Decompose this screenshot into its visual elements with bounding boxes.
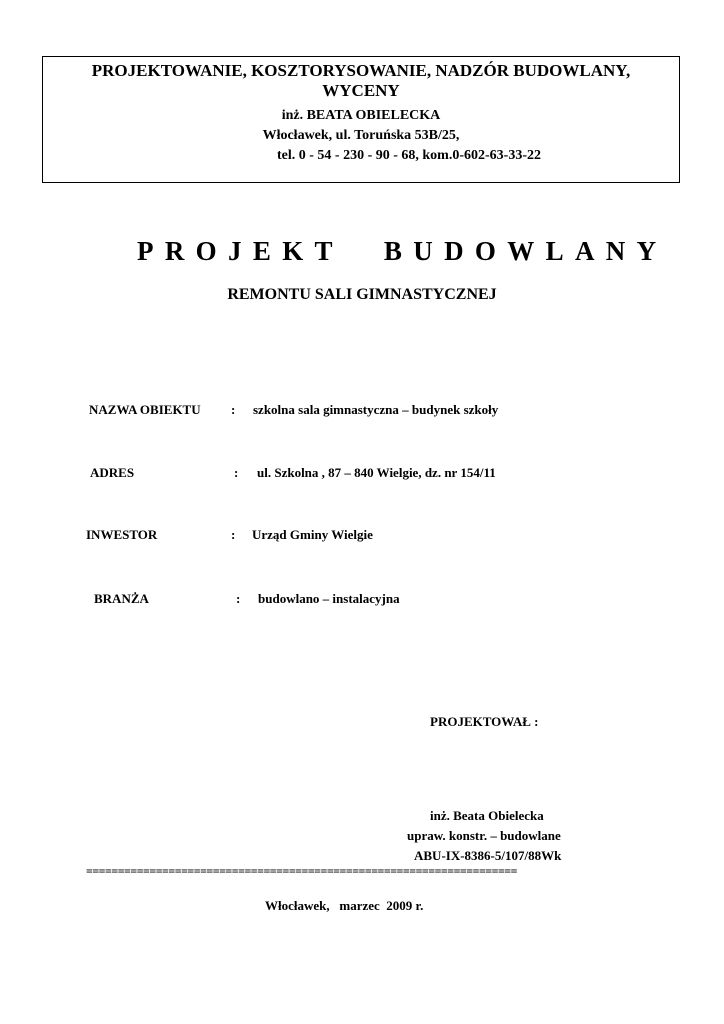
field-value: szkolna sala gimnastyczna – budynek szkoły: [253, 402, 499, 417]
company-address: Włocławek, ul. Toruńska 53B/25,: [262, 128, 460, 143]
designer-license: ABU-IX-8386-5/107/88Wk: [414, 848, 562, 863]
field-separator: :: [236, 591, 241, 606]
designer-name: inż. Beata Obielecka: [430, 808, 544, 823]
designer-qualification: upraw. konstr. – budowlane: [407, 828, 561, 843]
field-label: INWESTOR: [86, 527, 158, 542]
company-header-box: [42, 56, 680, 183]
field-label: NAZWA OBIEKTU: [89, 402, 201, 417]
field-separator: :: [234, 465, 239, 480]
divider-line: ====================================================================: [86, 864, 517, 878]
title-word-1: PROJEKT: [137, 236, 344, 266]
document-title: [137, 236, 668, 267]
field-value: ul. Szkolna , 87 – 840 Wielgie, dz. nr 154/11: [257, 465, 496, 480]
designer-heading: PROJEKTOWAŁ :: [430, 714, 539, 729]
field-value: budowlano – instalacyjna: [258, 591, 400, 606]
field-value: Urząd Gminy Wielgie: [252, 527, 373, 542]
field-label: BRANŻA: [94, 591, 149, 606]
company-phone: tel. 0 - 54 - 230 - 90 - 68, kom.0-602-63-33-22: [276, 148, 541, 163]
field-separator: :: [231, 402, 236, 417]
document-subtitle: REMONTU SALI GIMNASTYCZNEJ: [227, 286, 497, 303]
field-separator: :: [231, 527, 236, 542]
company-services: PROJEKTOWANIE, KOSZTORYSOWANIE, NADZÓR BUDOWLANY,: [91, 61, 631, 80]
field-label: ADRES: [90, 465, 135, 480]
title-word-2: BUDOWLANY: [383, 236, 668, 266]
place-and-date: Włocławek, marzec 2009 r.: [265, 898, 424, 913]
company-owner: inż. BEATA OBIELECKA: [281, 108, 441, 123]
company-services-cont: WYCENY: [322, 81, 400, 100]
